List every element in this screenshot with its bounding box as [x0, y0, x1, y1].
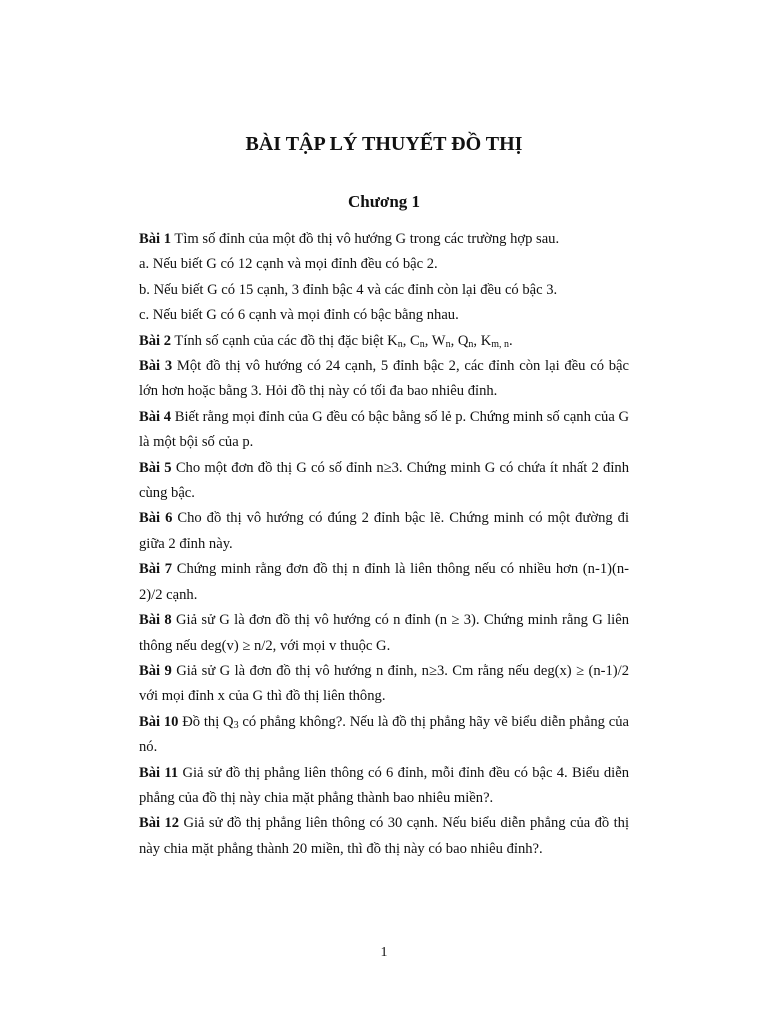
exercise-2 [139, 329, 629, 354]
subscript: 3 [233, 719, 239, 731]
exercise-1-item-a: a. Nếu biết G có 12 cạnh và mọi đỉnh đều có bậc 2. [139, 256, 438, 273]
exercise-text: Chứng minh rằng đơn đồ thị n đỉnh là liên thông nếu có nhiều hơn (n-1)(n-2)/2 cạnh. [139, 561, 629, 603]
exercise-text: Giả sử G là đơn đồ thị vô hướng n đỉnh, n≥3. Cm rằng nếu deg(x) ≥ (n-1)/2 với mọi đỉnh x của G thì đồ thị liên thông. [139, 662, 630, 705]
exercise-3 [139, 354, 629, 405]
exercise-text: Tính số cạnh của các đồ thị đặc biệt [171, 332, 388, 349]
exercise-label: Bài 6 [139, 510, 173, 527]
exercise-9 [139, 659, 629, 710]
graph-symbol: $K_n$ [387, 332, 403, 350]
exercise-text: Giả sử đồ thị phẳng liên thông có 30 cạnh. Nếu biểu diễn phẳng của đồ thị này chia mặt phẳng thành 20 miền, thì đồ thị này có bao nhiêu đỉnh?. [139, 815, 629, 857]
exercise-label: Bài 2 [139, 332, 172, 349]
exercise-label: Bài 3 [139, 358, 173, 375]
exercise-1-item-b: b. Nếu biết G có 15 cạnh, 3 đỉnh bậc 4 và các đỉnh còn lại đều có bậc 3. [139, 281, 558, 298]
graph-symbol: $K_{m, n}$ [480, 332, 510, 350]
exercise-12 [139, 811, 629, 862]
exercise-label: Bài 5 [139, 459, 172, 476]
exercise-7 [139, 557, 629, 608]
exercise-text: có phẳng không?. Nếu là đồ thị phẳng hãy vẽ biểu diễn phẳng của nó. [139, 713, 630, 756]
exercise-text: Cho đồ thị vô hướng có đúng 2 đỉnh bậc lẽ. Chứng minh có một đường đi giữa 2 đỉnh này. [139, 510, 630, 552]
graph-symbol: $Q_n$ [457, 332, 474, 350]
exercise-text: Cho một đơn đồ thị G có số đỉnh n≥3. Chứng minh G có chứa ít nhất 2 đỉnh cùng bậc. [139, 459, 630, 502]
exercise-text: Giả sử G là đơn đồ thị vô hướng có n đỉnh (n ≥ 3). Chứng minh rằng G liên thông nếu deg(v) ≥ n/2, với mọi v thuộc G. [139, 612, 630, 654]
exercise-6 [139, 506, 629, 557]
separator: , [473, 332, 481, 349]
exercise-label: Bài 11 [139, 764, 179, 781]
exercise-text: Biết rằng mọi đỉnh của G đều có bậc bằng số lẻ p. Chứng minh số cạnh của G là một bội số của p. [139, 408, 630, 451]
graph-symbol: $C_n$ [410, 332, 425, 350]
exercise-11 [139, 761, 629, 812]
separator: , [450, 332, 458, 349]
exercise-text: Tìm số đỉnh của một đồ thị vô hướng G trong các trường hợp sau. [171, 231, 560, 247]
exercise-4 [139, 405, 629, 456]
exercise-5 [139, 456, 629, 507]
separator: , [402, 332, 411, 349]
chapter-heading: Chương 1 [347, 192, 421, 211]
separator: . [509, 332, 513, 349]
separator: , [424, 332, 432, 349]
exercise-label: Bài 8 [139, 612, 172, 629]
exercise-label: Bài 9 [139, 662, 172, 679]
exercise-1 [139, 227, 629, 252]
exercise-text: Giả sử đồ thị phẳng liên thông có 6 đỉnh, mỗi đỉnh đều có bậc 4. Biểu diễn phẳng của đồ thị này chia mặt phẳng thành bao nhiêu miền?. [139, 764, 629, 806]
exercise-1-item-c: c. Nếu biết G có 6 cạnh và mọi đỉnh có bậc bằng nhau. [139, 307, 459, 324]
page-title: BÀI TẬP LÝ THUYẾT ĐỒ THỊ [245, 133, 523, 155]
exercise-text: Đồ thị Q [178, 713, 234, 730]
exercise-label: Bài 1 [139, 231, 172, 247]
page-number: 1 [380, 945, 388, 960]
exercise-list [139, 227, 629, 862]
exercise-label: Bài 7 [139, 561, 173, 578]
exercise-text: Một đồ thị vô hướng có 24 cạnh, 5 đỉnh bậc 2, các đỉnh còn lại đều có bậc lớn hơn hoặc bằng 3. Hỏi đồ thị này có tối đa bao nhiêu đỉnh. [139, 358, 629, 400]
exercise-10 [139, 710, 629, 761]
exercise-8 [139, 608, 629, 659]
exercise-label: Bài 12 [139, 815, 180, 832]
exercise-label: Bài 4 [139, 408, 172, 425]
exercise-label: Bài 10 [139, 713, 179, 730]
graph-symbol: $W_n$ [431, 332, 451, 350]
